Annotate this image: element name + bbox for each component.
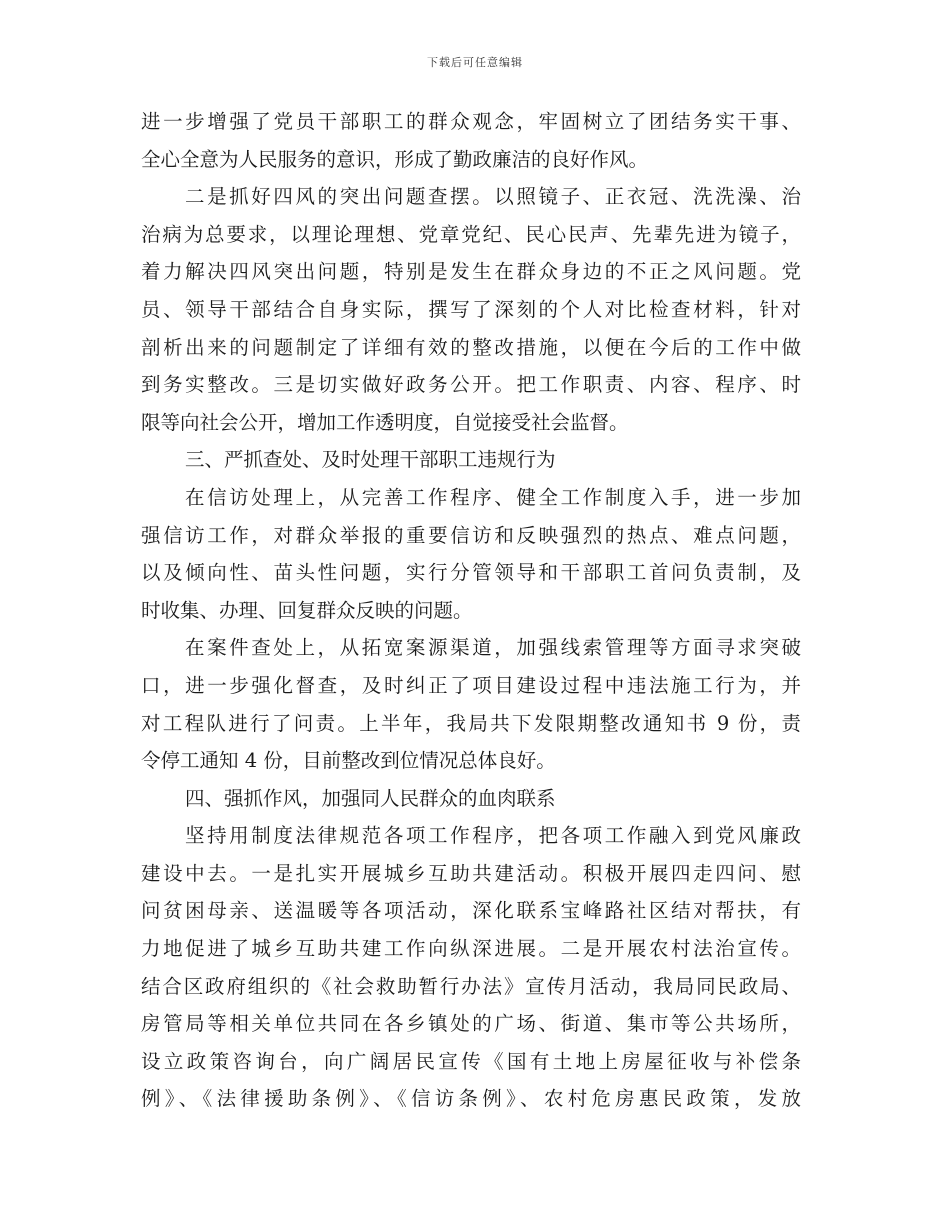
text-line: 力地促进了城乡互助共建工作向纵深进展。二是开展农村法治宣传。 <box>141 937 801 961</box>
text-line: 对工程队进行了问责。上半年，我局共下发限期整改通知书 9 份，责 <box>141 711 801 735</box>
text-line: 结合区政府组织的《社会救助暂行办法》宣传月活动，我局同民政局、 <box>141 974 801 998</box>
text-line: 三、严抓查处、及时处理干部职工违规行为 <box>185 448 556 472</box>
text-line: 全心全意为人民服务的意识，形成了勤政廉洁的良好作风。 <box>141 147 649 171</box>
text-line: 令停工通知 4 份，目前整改到位情况总体良好。 <box>141 749 556 773</box>
text-line: 进一步增强了党员干部职工的群众观念，牢固树立了团结务实干事、 <box>141 110 801 133</box>
text-line: 剖析出来的问题制定了详细有效的整改措施，以便在今后的工作中做 <box>141 335 801 359</box>
text-line: 时收集、办理、回复群众反映的问题。 <box>141 598 473 622</box>
text-line: 治病为总要求，以理论理想、党章党纪、民心民声、先辈先进为镜子， <box>141 222 801 246</box>
text-line: 例》、《法律援助条例》、《信访条例》、农村危房惠民政策，发放 <box>141 1087 801 1111</box>
text-line: 以及倾向性、苗头性问题，实行分管领导和干部职工首问负责制，及 <box>141 561 801 585</box>
text-line: 限等向社会公开，增加工作透明度，自觉接受社会监督。 <box>141 410 629 434</box>
text-line: 着力解决四风突出问题，特别是发生在群众身边的不正之风问题。党 <box>141 260 801 284</box>
text-line: 二是抓好四风的突出问题查摆。以照镜子、正衣冠、洗洗澡、治 <box>185 185 801 209</box>
text-line: 到务实整改。三是切实做好政务公开。把工作职责、内容、程序、时 <box>141 373 801 397</box>
text-line: 在案件查处上，从拓宽案源渠道，加强线索管理等方面寻求突破 <box>185 636 801 660</box>
text-line: 口，进一步强化督查，及时纠正了项目建设过程中违法施工行为，并 <box>141 673 801 697</box>
text-line: 房管局等相关单位共同在各乡镇处的广场、街道、集市等公共场所， <box>141 1012 801 1036</box>
text-line: 强信访工作，对群众举报的重要信访和反映强烈的热点、难点问题， <box>141 523 801 547</box>
text-line: 在信访处理上，从完善工作程序、健全工作制度入手，进一步加 <box>185 485 801 509</box>
page-header-note: 下载后可任意编辑 <box>427 56 523 69</box>
text-line: 坚持用制度法律规范各项工作程序，把各项工作融入到党风廉政 <box>185 824 801 848</box>
document-body <box>141 103 801 1118</box>
text-line: 问贫困母亲、送温暖等各项活动，深化联系宝峰路社区结对帮扶，有 <box>141 899 801 923</box>
text-line: 设立政策咨询台，向广阔居民宣传《国有土地上房屋征收与补偿条 <box>141 1049 801 1073</box>
text-line: 员、领导干部结合自身实际，撰写了深刻的个人对比检查材料，针对 <box>141 297 801 321</box>
text-line: 四、强抓作风，加强同人民群众的血肉联系 <box>185 786 556 810</box>
text-line: 建设中去。一是扎实开展城乡互助共建活动。积极开展四走四问、慰 <box>141 861 801 885</box>
